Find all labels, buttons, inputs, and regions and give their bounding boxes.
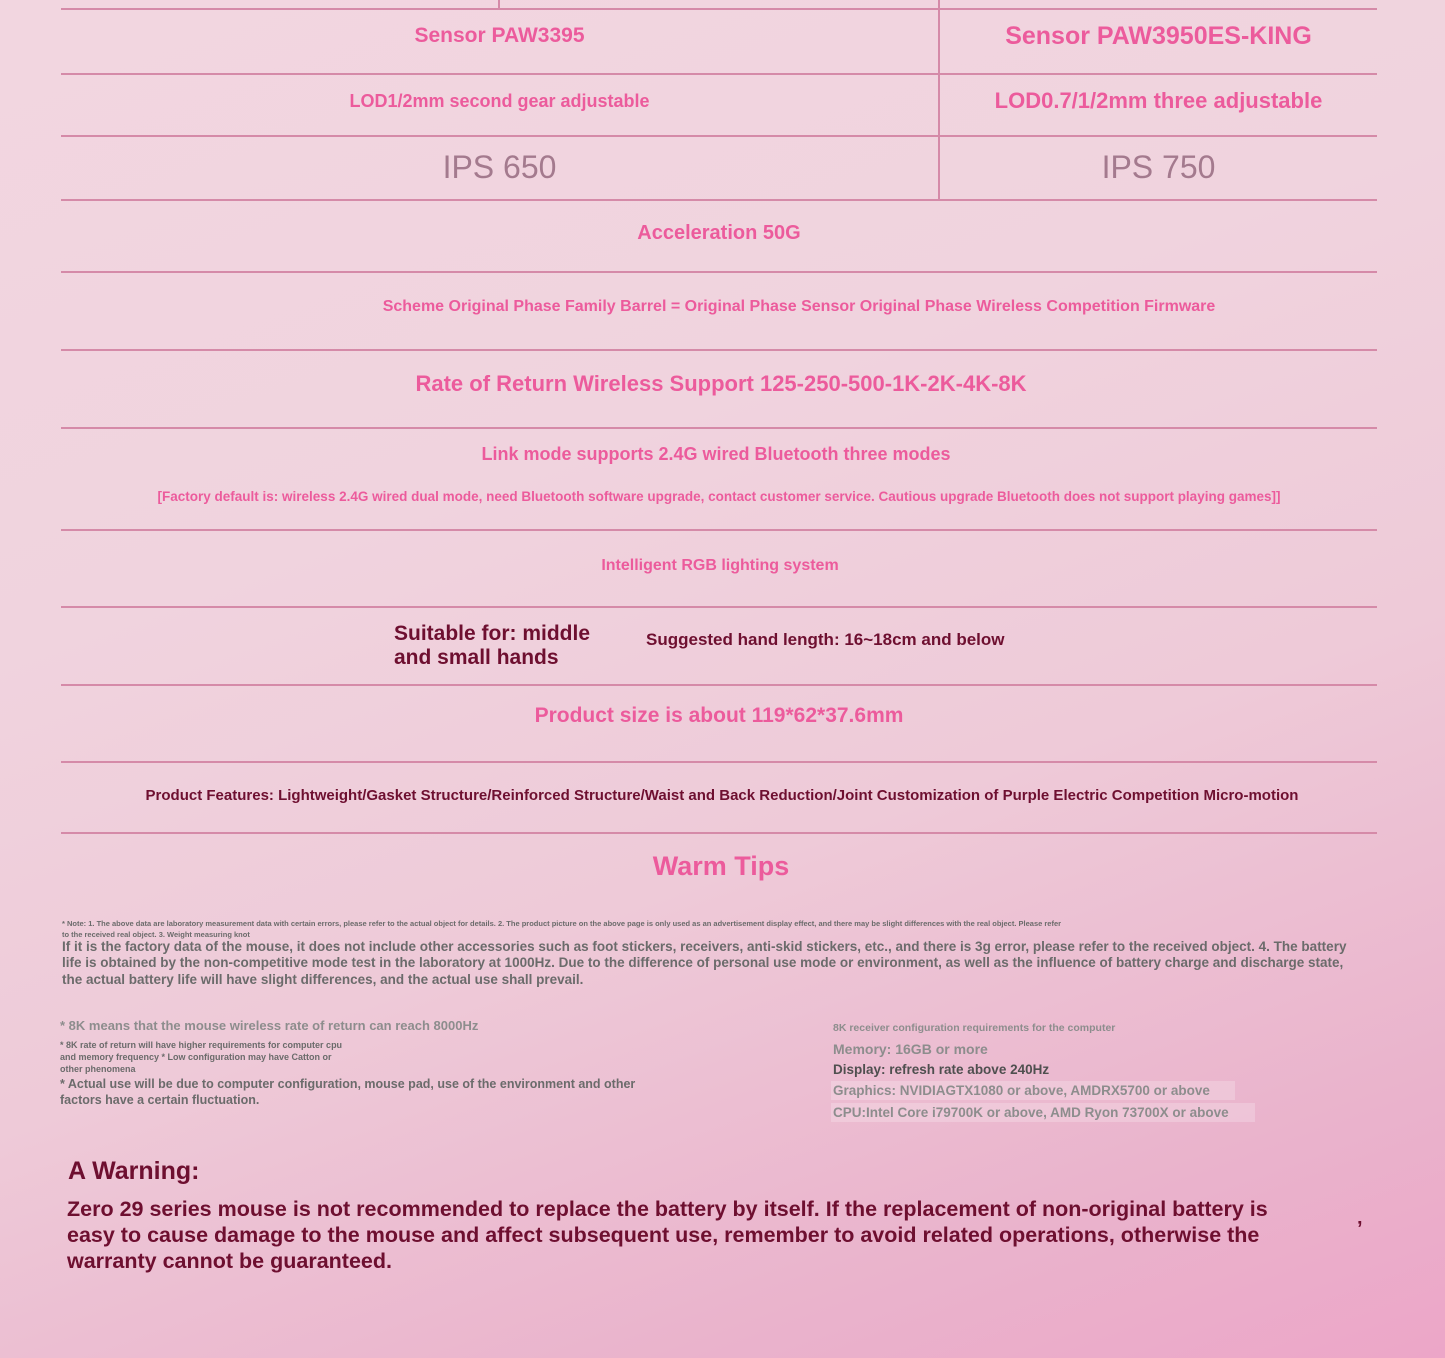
table-rule xyxy=(61,349,1377,351)
sensor-right: Sensor PAW3950ES-KING xyxy=(1005,22,1312,50)
warm-tips-para-3: the actual battery life will have slight differences, and the actual use shall prevail. xyxy=(62,972,584,987)
note-8k-small-3: other phenomena xyxy=(60,1064,136,1074)
suitable-line-2: and small hands xyxy=(394,646,559,669)
table-rule xyxy=(61,199,1377,201)
factory-default: [Factory default is: wireless 2.4G wired dual mode, need Bluetooth software upgrade, contact customer service. Cautious upgrade Bluetooth does not support playing games]] xyxy=(157,489,1281,504)
warm-tips-para-1: If it is the factory data of the mouse, it does not include other accessories such as foot stickers, receivers, anti-skid stickers, etc., and there is 3g error, please refer to the received object. 4. The battery xyxy=(62,939,1347,954)
warning-line-3: warranty cannot be guaranteed. xyxy=(67,1249,392,1273)
warning-line-2: easy to cause damage to the mouse and affect subsequent use, remember to avoid related operations, otherwise the xyxy=(67,1223,1260,1247)
warm-tips-title: Warm Tips xyxy=(652,851,790,881)
hand-length: Suggested hand length: 16~18cm and below xyxy=(646,630,1005,649)
table-rule xyxy=(61,73,1377,75)
sensor-left: Sensor PAW3395 xyxy=(414,24,585,47)
acceleration: Acceleration 50G xyxy=(637,222,801,244)
requirement-memory: Memory: 16GB or more xyxy=(833,1041,988,1057)
link-mode: Link mode supports 2.4G wired Bluetooth three modes xyxy=(481,444,951,464)
table-rule xyxy=(61,684,1377,686)
warning-line-1: Zero 29 series mouse is not recommended to replace the battery by itself. If the replacement of non-original battery is xyxy=(67,1197,1268,1221)
warm-tips-small-note-1: * Note: 1. The above data are laboratory measurement data with certain errors, please refer to the actual object for details. 2. The product picture on the above page is only used as an advertisement display effect, and there may be slight differences with the real object. Please refer xyxy=(62,919,1062,928)
requirement-graphics: Graphics: NVIDIAGTX1080 or above, AMDRX5700 or above xyxy=(831,1081,1235,1100)
product-features: Product Features: Lightweight/Gasket Structure/Reinforced Structure/Waist and Back Reduction/Joint Customization of Purple Electric Competition Micro-motion xyxy=(145,787,1299,804)
requirement-cpu: CPU:Intel Core i79700K or above, AMD Ryon 73700X or above xyxy=(831,1103,1255,1122)
lod-right: LOD0.7/1/2mm three adjustable xyxy=(994,88,1323,113)
table-divider xyxy=(498,0,500,8)
table-rule xyxy=(61,8,1377,10)
scheme: Scheme Original Phase Family Barrel = Original Phase Sensor Original Phase Wireless Competition Firmware xyxy=(382,298,1216,315)
product-size: Product size is about 119*62*37.6mm xyxy=(534,704,904,727)
requirements-heading: 8K receiver configuration requirements for the computer xyxy=(833,1022,1116,1034)
warm-tips-para-2: life is obtained by the non-competitive mode test in the laboratory at 1000Hz. Due to the difference of personal use mode or environment, as well as the influence of battery charge and discharge state, xyxy=(62,955,1344,970)
table-rule xyxy=(61,271,1377,273)
warning-title: A Warning: xyxy=(68,1157,200,1185)
table-rule xyxy=(61,761,1377,763)
rgb-lighting: Intelligent RGB lighting system xyxy=(601,557,839,574)
suitable-for xyxy=(394,622,590,670)
return-rate: Rate of Return Wireless Support 125-250-500-1K-2K-4K-8K xyxy=(415,371,1027,396)
table-rule xyxy=(61,427,1377,429)
lod-left: LOD1/2mm second gear adjustable xyxy=(349,91,650,111)
note-8k: * 8K means that the mouse wireless rate of return can reach 8000Hz xyxy=(60,1018,479,1033)
note-actual-1: * Actual use will be due to computer configuration, mouse pad, use of the environment and other xyxy=(60,1077,636,1091)
ips-left: IPS 650 xyxy=(442,149,557,185)
ips-right: IPS 750 xyxy=(1101,149,1216,185)
table-rule xyxy=(61,135,1377,137)
suitable-line-1: Suitable for: middle xyxy=(394,622,591,645)
table-rule xyxy=(61,832,1377,834)
table-rule xyxy=(61,529,1377,531)
warning-mark: ’ xyxy=(1357,1218,1363,1240)
note-actual-2: factors have a certain fluctuation. xyxy=(60,1093,260,1107)
note-8k-small-1: * 8K rate of return will have higher requirements for computer cpu xyxy=(60,1040,343,1050)
warm-tips-small-note-2: to the received real object. 3. Weight measuring knot xyxy=(62,930,250,939)
note-8k-small-2: and memory frequency * Low configuration may have Catton or xyxy=(60,1052,332,1062)
table-rule xyxy=(61,606,1377,608)
requirement-display: Display: refresh rate above 240Hz xyxy=(833,1062,1050,1077)
